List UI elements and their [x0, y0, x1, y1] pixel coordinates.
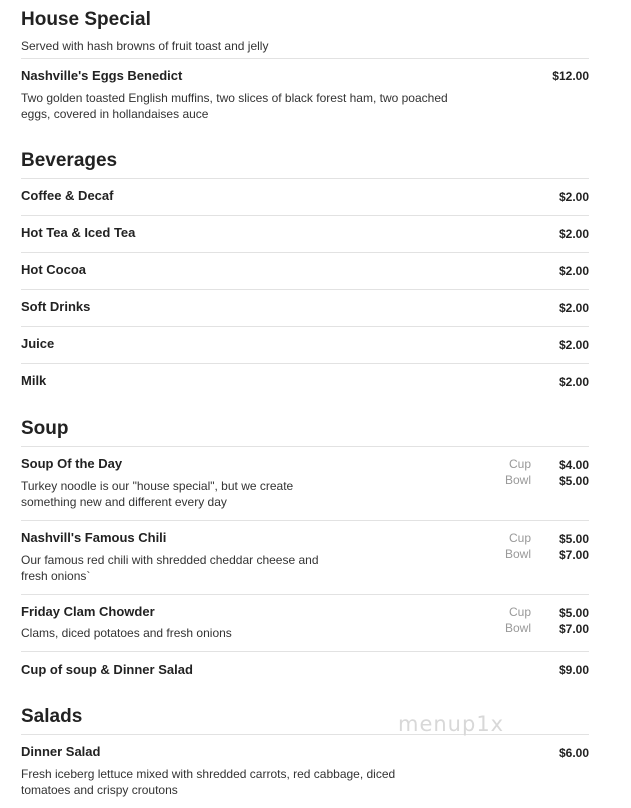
item-name: Nashvill's Famous Chili — [21, 530, 167, 545]
divider — [21, 215, 589, 216]
item-price: $2.00 — [558, 338, 589, 352]
section-title: House Special — [21, 9, 151, 30]
divider — [21, 252, 589, 253]
divider — [21, 178, 589, 179]
watermark: menup1x — [398, 712, 505, 736]
item-price: $5.00 — [558, 474, 589, 488]
divider — [21, 520, 589, 521]
item-name: Soft Drinks — [21, 299, 91, 314]
item-description: Our famous red chili with shredded cheddar cheese and fresh onions` — [21, 553, 319, 583]
section-title: Soup — [21, 418, 69, 439]
item-name: Friday Clam Chowder — [21, 604, 155, 619]
size-label: Bowl — [504, 621, 531, 635]
item-price: $2.00 — [558, 227, 589, 241]
section-title: Salads — [21, 706, 83, 727]
item-name: Coffee & Decaf — [21, 188, 114, 203]
item-price: $6.00 — [558, 746, 589, 760]
item-name: Juice — [21, 336, 55, 351]
item-description: Fresh iceberg lettuce mixed with shredded carrots, red cabbage, diced tomatoes and crispy croutons — [21, 767, 396, 797]
section-title: Beverages — [21, 150, 118, 171]
item-name: Dinner Salad — [21, 744, 101, 759]
item-description: Turkey noodle is our "house special", but we create something new and different every day — [21, 479, 294, 509]
size-label: Bowl — [504, 473, 531, 487]
item-price: $7.00 — [558, 622, 589, 636]
item-price: $2.00 — [558, 190, 589, 204]
item-price: $7.00 — [558, 548, 589, 562]
item-name: Nashville's Eggs Benedict — [21, 68, 183, 83]
item-description: Clams, diced potatoes and fresh onions — [21, 626, 232, 640]
divider — [21, 651, 589, 652]
item-name: Milk — [21, 373, 47, 388]
size-label: Cup — [508, 457, 531, 471]
item-price: $5.00 — [558, 532, 589, 546]
divider — [21, 594, 589, 595]
size-label: Bowl — [504, 547, 531, 561]
item-name: Cup of soup & Dinner Salad — [21, 662, 193, 677]
size-label: Cup — [508, 531, 531, 545]
item-price: $9.00 — [558, 663, 589, 677]
divider — [21, 363, 589, 364]
item-name: Hot Cocoa — [21, 262, 86, 277]
divider — [21, 289, 589, 290]
size-label: Cup — [508, 605, 531, 619]
item-name: Hot Tea & Iced Tea — [21, 225, 136, 240]
item-price: $5.00 — [558, 606, 589, 620]
item-description: Two golden toasted English muffins, two slices of black forest ham, two poached eggs, covered in hollandaises auce — [21, 91, 448, 121]
divider — [21, 58, 589, 59]
divider — [21, 446, 589, 447]
item-price: $4.00 — [558, 458, 589, 472]
item-price: $2.00 — [558, 264, 589, 278]
item-price: $12.00 — [552, 69, 589, 83]
section-subtitle: Served with hash browns of fruit toast and jelly — [21, 39, 269, 53]
divider — [21, 326, 589, 327]
item-price: $2.00 — [558, 375, 589, 389]
item-name: Soup Of the Day — [21, 456, 123, 471]
item-price: $2.00 — [558, 301, 589, 315]
